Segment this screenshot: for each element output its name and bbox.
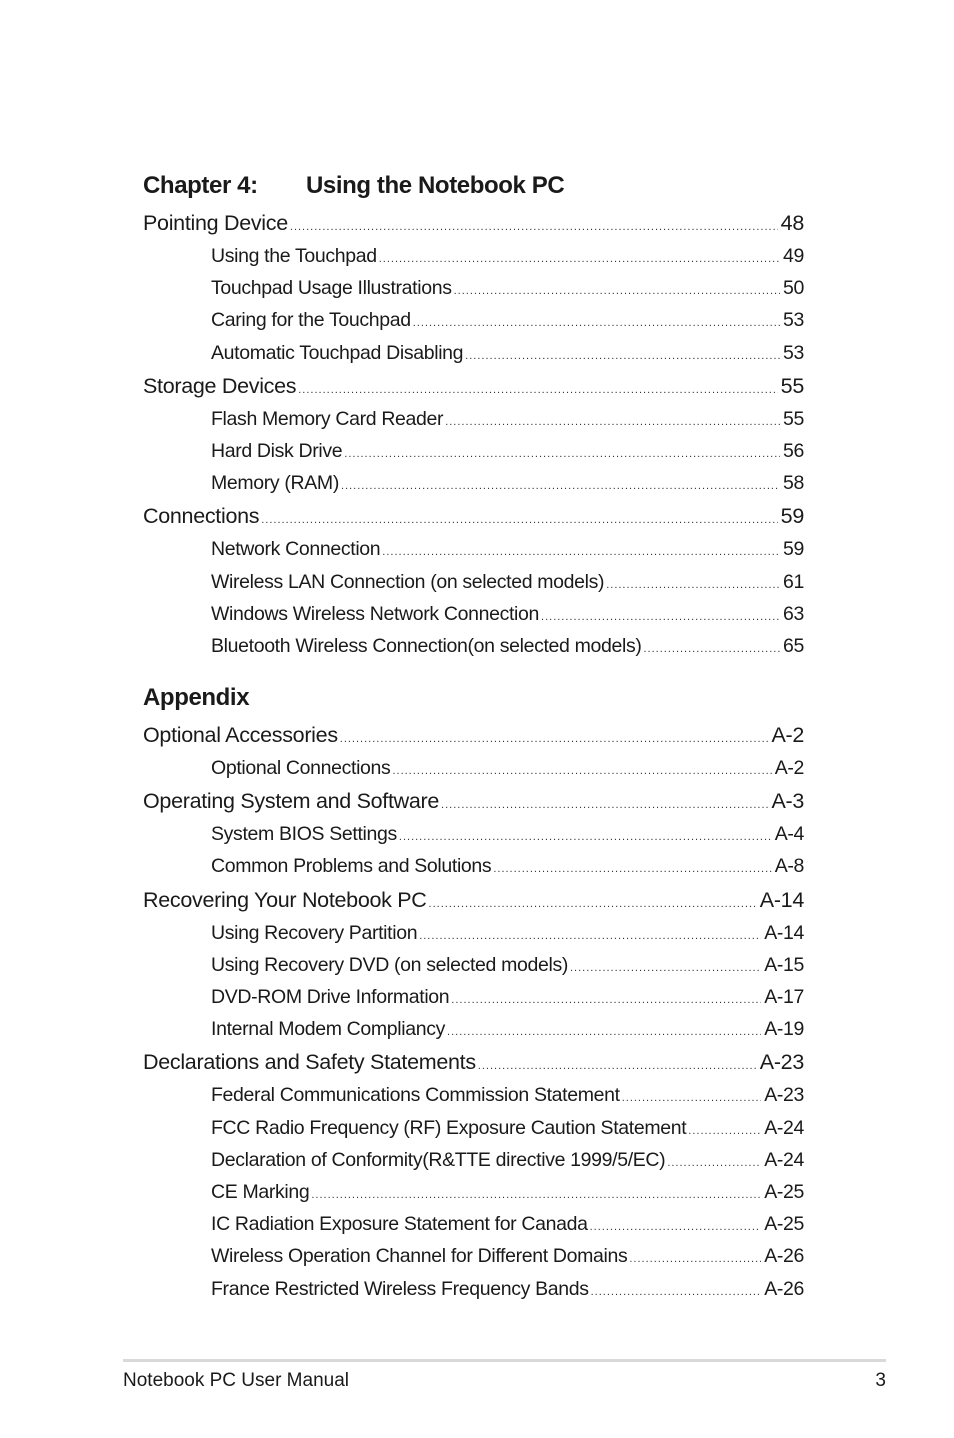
chapter-title: Using the Notebook PC [306, 172, 565, 199]
toc-entry-declarations-and-safety-statements[interactable]: Declarations and Safety Statements ..... A-23 [143, 1045, 804, 1079]
toc-entry-using-recovery-partition[interactable]: Using Recovery Partition ..... A-14 [143, 917, 804, 949]
toc-entry-network-connection[interactable]: Network Connection ..... 59 [143, 533, 804, 565]
toc-entry-system-bios-settings[interactable]: System BIOS Settings ..... A-4 [143, 818, 804, 850]
toc-entry-memory-ram[interactable]: Memory (RAM) ..... 58 [143, 467, 804, 499]
footer-page-number: 3 [875, 1370, 886, 1391]
toc-entry-flash-memory-card-reader[interactable]: Flash Memory Card Reader ..... 55 [143, 403, 804, 435]
chapter-heading [143, 166, 804, 206]
toc-entry-using-the-touchpad[interactable]: Using the Touchpad ..... 49 [143, 240, 804, 272]
toc-entry-internal-modem-compliancy[interactable]: Internal Modem Compliancy ..... A-19 [143, 1013, 804, 1045]
toc-entry-using-recovery-dvd[interactable]: Using Recovery DVD (on selected models) ..... A-15 [143, 949, 804, 981]
appendix-heading: Appendix [143, 684, 250, 712]
toc-entry-fcc-rf-exposure[interactable]: FCC Radio Frequency (RF) Exposure Caution Statement ..... A-24 [143, 1112, 804, 1144]
chapter-number: Chapter 4: [143, 172, 258, 199]
toc-entry-storage-devices[interactable]: Storage Devices ..... 55 [143, 369, 804, 403]
toc-entry-touchpad-usage-illustrations[interactable]: Touchpad Usage Illustrations ..... 50 [143, 272, 804, 304]
toc-entry-fcc-statement[interactable]: Federal Communications Commission Statement ..... A-23 [143, 1079, 804, 1111]
toc-entry-wireless-operation-channel[interactable]: Wireless Operation Channel for Different Domains ..... A-26 [143, 1240, 804, 1272]
toc-entry-optional-connections[interactable]: Optional Connections ..... A-2 [143, 752, 804, 784]
toc-entry-operating-system-and-software[interactable]: Operating System and Software ..... A-3 [143, 784, 804, 818]
toc-entry-declaration-of-conformity[interactable]: Declaration of Conformity(R&TTE directive 1999/5/EC) ..... A-24 [143, 1144, 804, 1176]
toc-entry-hard-disk-drive[interactable]: Hard Disk Drive ..... 56 [143, 435, 804, 467]
toc-entry-ce-marking[interactable]: CE Marking ..... A-25 [143, 1176, 804, 1208]
toc-entry-france-restricted-bands[interactable]: France Restricted Wireless Frequency Bands ..... A-26 [143, 1273, 804, 1305]
toc-entry-dvd-rom-drive-information[interactable]: DVD-ROM Drive Information ..... A-17 [143, 981, 804, 1013]
toc-entry-ic-radiation-exposure[interactable]: IC Radiation Exposure Statement for Canada ..... A-25 [143, 1208, 804, 1240]
toc-entry-optional-accessories[interactable]: Optional Accessories ..... A-2 [143, 718, 804, 752]
toc-entry-connections[interactable]: Connections ..... 59 [143, 499, 804, 533]
footer-manual-title: Notebook PC User Manual [123, 1370, 349, 1391]
toc-entry-common-problems-and-solutions[interactable]: Common Problems and Solutions ..... A-8 [143, 850, 804, 882]
toc-entry-wireless-lan-connection[interactable]: Wireless LAN Connection (on selected models) ..... 61 [143, 566, 804, 598]
toc-entry-bluetooth-wireless-connection[interactable]: Bluetooth Wireless Connection(on selected models) ..... 65 [143, 630, 804, 662]
toc-entry-automatic-touchpad-disabling[interactable]: Automatic Touchpad Disabling ..... 53 [143, 337, 804, 369]
toc-entry-pointing-device[interactable]: Pointing Device ..... 48 [143, 206, 804, 240]
table-of-contents [143, 166, 804, 1305]
toc-entry-windows-wireless-network-connection[interactable]: Windows Wireless Network Connection ..... 63 [143, 598, 804, 630]
toc-entry-recovering-your-notebook-pc[interactable]: Recovering Your Notebook PC ..... A-14 [143, 883, 804, 917]
toc-entry-caring-for-the-touchpad[interactable]: Caring for the Touchpad ..... 53 [143, 304, 804, 336]
page-footer [123, 1359, 886, 1392]
